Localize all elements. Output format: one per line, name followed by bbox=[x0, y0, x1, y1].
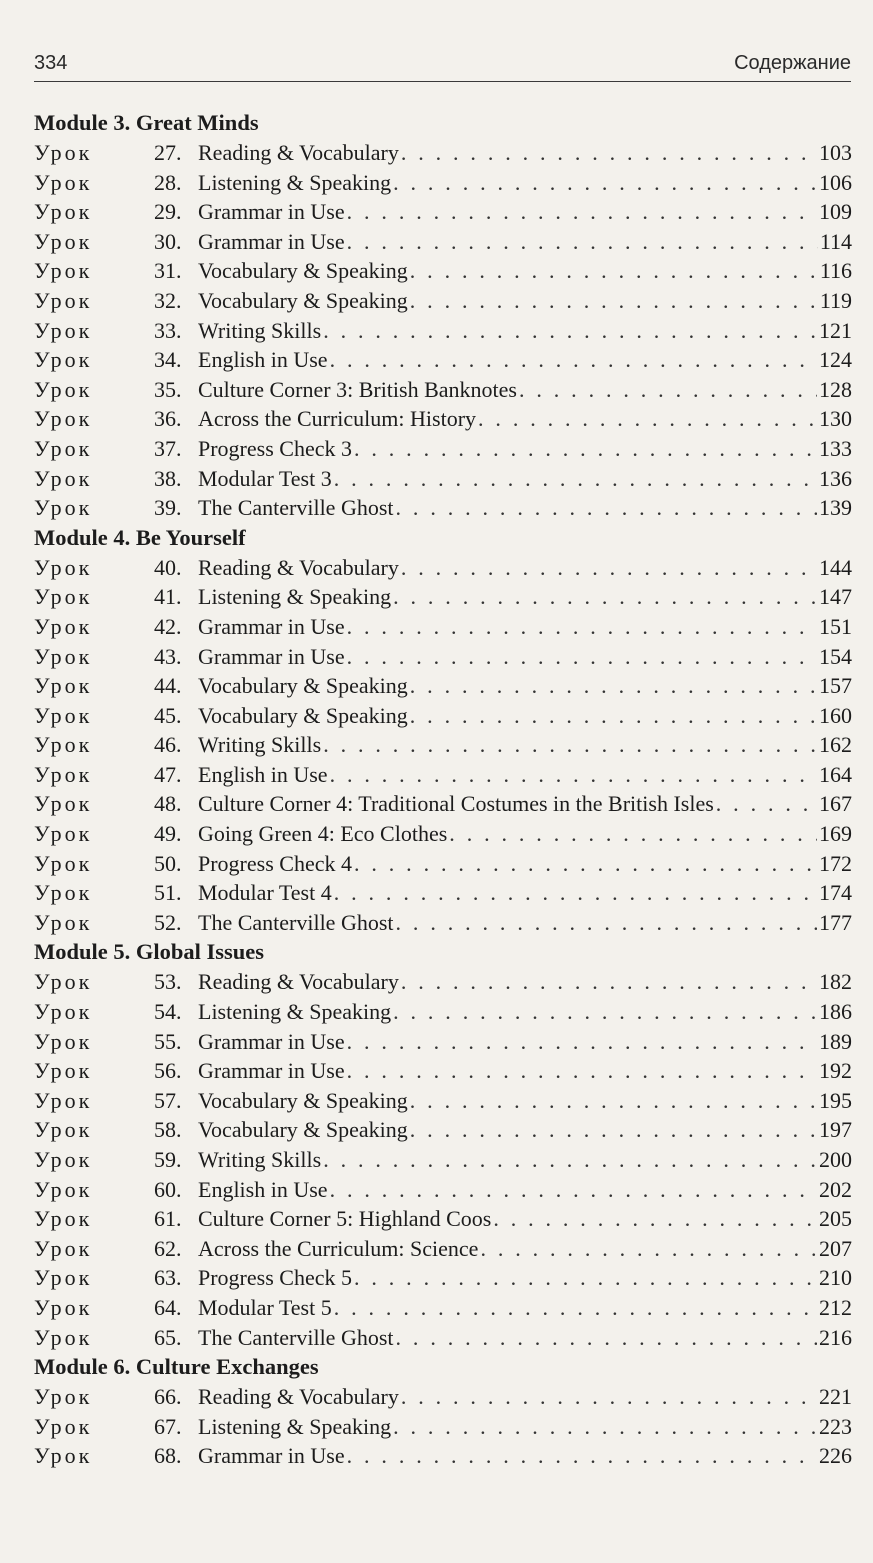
dot-leader bbox=[716, 789, 817, 819]
lesson-page: 189 bbox=[819, 1028, 852, 1054]
lesson-number: 45. bbox=[154, 702, 182, 728]
lesson-word: Урок bbox=[34, 1117, 93, 1143]
toc-entry bbox=[34, 1086, 852, 1116]
lesson-title: Going Green 4: Eco Clothes bbox=[198, 821, 448, 847]
dot-leader bbox=[410, 286, 818, 316]
toc-entry bbox=[34, 582, 852, 612]
running-title: Содержание bbox=[734, 52, 851, 74]
lesson-title: Vocabulary & Speaking bbox=[198, 702, 408, 728]
lesson-title: Reading & Vocabulary bbox=[198, 969, 399, 995]
lesson-word: Урок bbox=[34, 761, 93, 787]
lesson-number: 40. bbox=[154, 554, 182, 580]
lesson-title: Culture Corner 3: British Banknotes bbox=[198, 376, 517, 402]
lesson-word: Урок bbox=[34, 406, 93, 432]
lesson-page: 212 bbox=[819, 1294, 852, 1320]
lesson-page: 139 bbox=[819, 495, 852, 521]
toc-entry bbox=[34, 730, 852, 760]
lesson-word: Урок bbox=[34, 584, 93, 610]
lesson-number: 67. bbox=[154, 1413, 182, 1439]
lesson-title: Grammar in Use bbox=[198, 1443, 345, 1469]
dot-leader bbox=[330, 760, 817, 790]
lesson-page: 186 bbox=[819, 999, 852, 1025]
toc-entry bbox=[34, 997, 852, 1027]
dot-leader bbox=[354, 1263, 817, 1293]
toc-entry bbox=[34, 642, 852, 672]
toc-entry bbox=[34, 612, 852, 642]
lesson-title: Reading & Vocabulary bbox=[198, 554, 399, 580]
lesson-word: Урок bbox=[34, 1413, 93, 1439]
lesson-number: 65. bbox=[154, 1324, 182, 1350]
lesson-number: 27. bbox=[154, 140, 182, 165]
lesson-word: Урок bbox=[34, 969, 93, 995]
lesson-page: 130 bbox=[819, 406, 852, 432]
lesson-page: 109 bbox=[819, 199, 852, 225]
lesson-title: Modular Test 4 bbox=[198, 880, 332, 906]
toc-entry bbox=[34, 1263, 852, 1293]
lesson-number: 32. bbox=[154, 287, 182, 313]
toc-entry bbox=[34, 701, 852, 731]
toc-entry bbox=[34, 1441, 852, 1471]
lesson-title: Listening & Speaking bbox=[198, 999, 392, 1025]
table-of-contents bbox=[34, 108, 852, 1471]
lesson-page: 167 bbox=[819, 791, 852, 817]
lesson-word: Урок bbox=[34, 1147, 93, 1172]
lesson-number: 58. bbox=[154, 1117, 182, 1143]
lesson-number: 46. bbox=[154, 732, 182, 758]
lesson-title: English in Use bbox=[198, 347, 328, 373]
lesson-number: 57. bbox=[154, 1087, 182, 1113]
lesson-number: 66. bbox=[154, 1384, 182, 1410]
toc-entry bbox=[34, 671, 852, 701]
lesson-title: Writing Skills bbox=[198, 1147, 322, 1172]
module-heading: Module 4. Be Yourself bbox=[34, 524, 246, 550]
dot-leader bbox=[323, 316, 817, 346]
dot-leader bbox=[519, 375, 817, 405]
dot-leader bbox=[354, 849, 817, 879]
dot-leader bbox=[323, 1145, 817, 1175]
lesson-word: Урок bbox=[34, 643, 93, 669]
dot-leader bbox=[347, 1441, 817, 1471]
lesson-page: 205 bbox=[819, 1206, 852, 1232]
toc-entry bbox=[34, 1145, 852, 1175]
lesson-page: 216 bbox=[819, 1324, 852, 1350]
lesson-number: 60. bbox=[154, 1176, 182, 1202]
lesson-word: Урок bbox=[34, 1265, 93, 1291]
dot-leader bbox=[334, 1293, 817, 1323]
dot-leader bbox=[330, 345, 817, 375]
lesson-title: Across the Curriculum: Science bbox=[198, 1235, 479, 1261]
lesson-word: Урок bbox=[34, 821, 93, 847]
lesson-page: 133 bbox=[819, 435, 852, 461]
lesson-page: 210 bbox=[819, 1265, 852, 1291]
dot-leader bbox=[354, 434, 817, 464]
toc-entry bbox=[34, 256, 852, 286]
lesson-title: Modular Test 5 bbox=[198, 1294, 332, 1320]
toc-entry bbox=[34, 1234, 852, 1264]
dot-leader bbox=[396, 908, 817, 938]
lesson-page: 157 bbox=[819, 673, 852, 699]
lesson-word: Урок bbox=[34, 1028, 93, 1054]
lesson-page: 174 bbox=[819, 880, 852, 906]
lesson-page: 154 bbox=[819, 643, 852, 669]
toc-entry bbox=[34, 908, 852, 938]
lesson-number: 51. bbox=[154, 880, 182, 906]
toc-entry bbox=[34, 375, 852, 405]
lesson-number: 52. bbox=[154, 909, 182, 935]
lesson-word: Урок bbox=[34, 1324, 93, 1350]
lesson-word: Урок bbox=[34, 317, 93, 343]
toc-entry bbox=[34, 819, 852, 849]
lesson-title: Vocabulary & Speaking bbox=[198, 287, 408, 313]
lesson-word: Урок bbox=[34, 465, 93, 491]
dot-leader bbox=[401, 967, 817, 997]
lesson-page: 172 bbox=[819, 850, 852, 876]
lesson-number: 37. bbox=[154, 435, 182, 461]
lesson-page: 121 bbox=[819, 317, 852, 343]
lesson-number: 61. bbox=[154, 1206, 182, 1232]
lesson-page: 177 bbox=[819, 909, 852, 935]
lesson-page: 103 bbox=[819, 140, 852, 165]
dot-leader bbox=[478, 404, 817, 434]
lesson-title: Grammar in Use bbox=[198, 1058, 345, 1084]
running-header bbox=[34, 52, 851, 82]
lesson-page: 192 bbox=[819, 1058, 852, 1084]
dot-leader bbox=[401, 1382, 817, 1412]
lesson-word: Урок bbox=[34, 880, 93, 906]
lesson-number: 30. bbox=[154, 228, 182, 254]
lesson-page: 128 bbox=[819, 376, 852, 402]
module-heading: Module 5. Global Issues bbox=[34, 939, 265, 965]
toc-entry bbox=[34, 1056, 852, 1086]
dot-leader bbox=[480, 1234, 817, 1264]
dot-leader bbox=[393, 1412, 817, 1442]
dot-leader bbox=[410, 671, 817, 701]
toc-entry bbox=[34, 404, 852, 434]
toc-entry bbox=[34, 227, 852, 257]
lesson-number: 59. bbox=[154, 1147, 182, 1172]
lesson-number: 48. bbox=[154, 791, 182, 817]
lesson-number: 55. bbox=[154, 1028, 182, 1054]
lesson-title: Grammar in Use bbox=[198, 643, 345, 669]
toc-entry bbox=[34, 1204, 852, 1234]
lesson-title: Grammar in Use bbox=[198, 228, 345, 254]
dot-leader bbox=[396, 1323, 817, 1353]
lesson-number: 33. bbox=[154, 317, 182, 343]
toc-entry bbox=[34, 789, 852, 819]
lesson-title: Vocabulary & Speaking bbox=[198, 673, 408, 699]
lesson-number: 39. bbox=[154, 495, 182, 521]
toc-entry bbox=[34, 493, 852, 523]
lesson-word: Урок bbox=[34, 1058, 93, 1084]
lesson-page: 136 bbox=[819, 465, 852, 491]
dot-leader bbox=[347, 642, 817, 672]
lesson-page: 151 bbox=[819, 613, 852, 639]
lesson-title: Writing Skills bbox=[198, 732, 322, 758]
toc-entry bbox=[34, 197, 852, 227]
lesson-word: Урок bbox=[34, 1206, 93, 1232]
module-section bbox=[34, 108, 852, 523]
lesson-number: 41. bbox=[154, 584, 182, 610]
toc-entry bbox=[34, 1027, 852, 1057]
dot-leader bbox=[347, 1027, 817, 1057]
module-section bbox=[34, 1352, 852, 1471]
lesson-word: Урок bbox=[34, 347, 93, 373]
lesson-word: Урок bbox=[34, 1384, 93, 1410]
lesson-word: Урок bbox=[34, 909, 93, 935]
toc-entry bbox=[34, 878, 852, 908]
lesson-word: Урок bbox=[34, 1235, 93, 1261]
lesson-page: 162 bbox=[819, 732, 852, 758]
toc-entry bbox=[34, 168, 852, 198]
lesson-title: Culture Corner 4: Traditional Costumes in the British Isles bbox=[198, 791, 714, 817]
lesson-page: 147 bbox=[819, 584, 852, 610]
lesson-word: Урок bbox=[34, 702, 93, 728]
lesson-word: Урок bbox=[34, 1443, 93, 1469]
lesson-page: 223 bbox=[819, 1413, 852, 1439]
toc-entry bbox=[34, 316, 852, 346]
page-number: 334 bbox=[34, 52, 68, 74]
lesson-page: 202 bbox=[819, 1176, 852, 1202]
lesson-number: 29. bbox=[154, 199, 182, 225]
dot-leader bbox=[401, 553, 817, 583]
lesson-number: 63. bbox=[154, 1265, 182, 1291]
lesson-page: 114 bbox=[819, 228, 852, 254]
lesson-word: Урок bbox=[34, 140, 93, 165]
lesson-word: Урок bbox=[34, 1294, 93, 1320]
lesson-title: Modular Test 3 bbox=[198, 465, 332, 491]
lesson-number: 64. bbox=[154, 1294, 182, 1320]
lesson-number: 38. bbox=[154, 465, 182, 491]
dot-leader bbox=[393, 582, 817, 612]
dot-leader bbox=[449, 819, 817, 849]
lesson-number: 54. bbox=[154, 999, 182, 1025]
lesson-number: 28. bbox=[154, 169, 182, 195]
lesson-page: 221 bbox=[819, 1384, 852, 1410]
lesson-word: Урок bbox=[34, 376, 93, 402]
dot-leader bbox=[401, 138, 817, 168]
lesson-title: Writing Skills bbox=[198, 317, 322, 343]
toc-entry bbox=[34, 1175, 852, 1205]
lesson-title: Listening & Speaking bbox=[198, 584, 392, 610]
dot-leader bbox=[410, 1086, 817, 1116]
header-rule bbox=[34, 81, 851, 82]
dot-leader bbox=[347, 197, 817, 227]
lesson-page: 169 bbox=[819, 821, 852, 847]
toc-entry bbox=[34, 345, 852, 375]
lesson-number: 47. bbox=[154, 761, 182, 787]
lesson-title: Vocabulary & Speaking bbox=[198, 258, 408, 284]
lesson-page: 106 bbox=[819, 169, 852, 195]
lesson-title: Vocabulary & Speaking bbox=[198, 1087, 408, 1113]
lesson-title: Grammar in Use bbox=[198, 1028, 345, 1054]
lesson-page: 164 bbox=[819, 761, 852, 787]
lesson-title: Progress Check 3 bbox=[198, 435, 352, 461]
toc-entry bbox=[34, 464, 852, 494]
toc-entry bbox=[34, 138, 852, 168]
lesson-number: 49. bbox=[154, 821, 182, 847]
lesson-page: 160 bbox=[819, 702, 852, 728]
dot-leader bbox=[347, 1056, 817, 1086]
lesson-word: Урок bbox=[34, 850, 93, 876]
toc-entry bbox=[34, 967, 852, 997]
lesson-title: The Canterville Ghost bbox=[198, 909, 394, 935]
toc-entry bbox=[34, 1323, 852, 1353]
toc-entry bbox=[34, 553, 852, 583]
dot-leader bbox=[493, 1204, 817, 1234]
lesson-number: 35. bbox=[154, 376, 182, 402]
lesson-title: Culture Corner 5: Highland Coos bbox=[198, 1206, 492, 1232]
lesson-page: 200 bbox=[819, 1147, 852, 1172]
lesson-page: 144 bbox=[819, 554, 852, 580]
dot-leader bbox=[396, 493, 817, 523]
module-heading: Module 6. Culture Exchanges bbox=[34, 1354, 319, 1380]
lesson-title: Listening & Speaking bbox=[198, 169, 392, 195]
toc-entry bbox=[34, 760, 852, 790]
dot-leader bbox=[334, 878, 817, 908]
lesson-title: Listening & Speaking bbox=[198, 1413, 392, 1439]
module-heading: Module 3. Great Minds bbox=[34, 110, 259, 135]
dot-leader bbox=[347, 612, 817, 642]
module-section bbox=[34, 523, 852, 938]
lesson-number: 44. bbox=[154, 673, 182, 699]
lesson-word: Урок bbox=[34, 258, 93, 284]
lesson-number: 50. bbox=[154, 850, 182, 876]
lesson-title: Vocabulary & Speaking bbox=[198, 1117, 408, 1143]
lesson-page: 197 bbox=[819, 1117, 852, 1143]
lesson-word: Урок bbox=[34, 1176, 93, 1202]
toc-entry bbox=[34, 434, 852, 464]
lesson-title: Grammar in Use bbox=[198, 199, 345, 225]
lesson-number: 56. bbox=[154, 1058, 182, 1084]
lesson-number: 31. bbox=[154, 258, 182, 284]
lesson-number: 36. bbox=[154, 406, 182, 432]
dot-leader bbox=[393, 168, 817, 198]
lesson-word: Урок bbox=[34, 169, 93, 195]
lesson-number: 34. bbox=[154, 347, 182, 373]
dot-leader bbox=[347, 227, 818, 257]
lesson-page: 124 bbox=[819, 347, 852, 373]
lesson-word: Урок bbox=[34, 791, 93, 817]
lesson-title: Progress Check 5 bbox=[198, 1265, 352, 1291]
lesson-title: Reading & Vocabulary bbox=[198, 140, 399, 165]
lesson-title: The Canterville Ghost bbox=[198, 495, 394, 521]
lesson-word: Урок bbox=[34, 613, 93, 639]
lesson-page: 116 bbox=[819, 258, 852, 284]
lesson-title: English in Use bbox=[198, 761, 328, 787]
lesson-word: Урок bbox=[34, 228, 93, 254]
dot-leader bbox=[410, 1115, 817, 1145]
lesson-title: English in Use bbox=[198, 1176, 328, 1202]
lesson-title: The Canterville Ghost bbox=[198, 1324, 394, 1350]
lesson-number: 53. bbox=[154, 969, 182, 995]
lesson-word: Урок bbox=[34, 732, 93, 758]
lesson-word: Урок bbox=[34, 554, 93, 580]
toc-entry bbox=[34, 849, 852, 879]
module-section bbox=[34, 937, 852, 1352]
lesson-page: 195 bbox=[819, 1087, 852, 1113]
toc-entry bbox=[34, 1412, 852, 1442]
lesson-word: Урок bbox=[34, 495, 93, 521]
toc-entry bbox=[34, 1382, 852, 1412]
lesson-page: 119 bbox=[819, 287, 852, 313]
lesson-word: Урок bbox=[34, 435, 93, 461]
toc-entry bbox=[34, 286, 852, 316]
lesson-word: Урок bbox=[34, 199, 93, 225]
lesson-title: Reading & Vocabulary bbox=[198, 1384, 399, 1410]
lesson-number: 43. bbox=[154, 643, 182, 669]
lesson-number: 68. bbox=[154, 1443, 182, 1469]
dot-leader bbox=[323, 730, 817, 760]
lesson-word: Урок bbox=[34, 999, 93, 1025]
lesson-number: 62. bbox=[154, 1235, 182, 1261]
dot-leader bbox=[410, 701, 817, 731]
lesson-page: 182 bbox=[819, 969, 852, 995]
lesson-page: 226 bbox=[819, 1443, 852, 1469]
dot-leader bbox=[330, 1175, 817, 1205]
lesson-word: Урок bbox=[34, 1087, 93, 1113]
dot-leader bbox=[410, 256, 818, 286]
lesson-title: Progress Check 4 bbox=[198, 850, 352, 876]
lesson-title: Grammar in Use bbox=[198, 613, 345, 639]
dot-leader bbox=[334, 464, 817, 494]
lesson-word: Урок bbox=[34, 673, 93, 699]
toc-entry bbox=[34, 1293, 852, 1323]
lesson-word: Урок bbox=[34, 287, 93, 313]
dot-leader bbox=[393, 997, 817, 1027]
lesson-number: 42. bbox=[154, 613, 182, 639]
lesson-title: Across the Curriculum: History bbox=[198, 406, 477, 432]
lesson-page: 207 bbox=[819, 1235, 852, 1261]
toc-entry bbox=[34, 1115, 852, 1145]
